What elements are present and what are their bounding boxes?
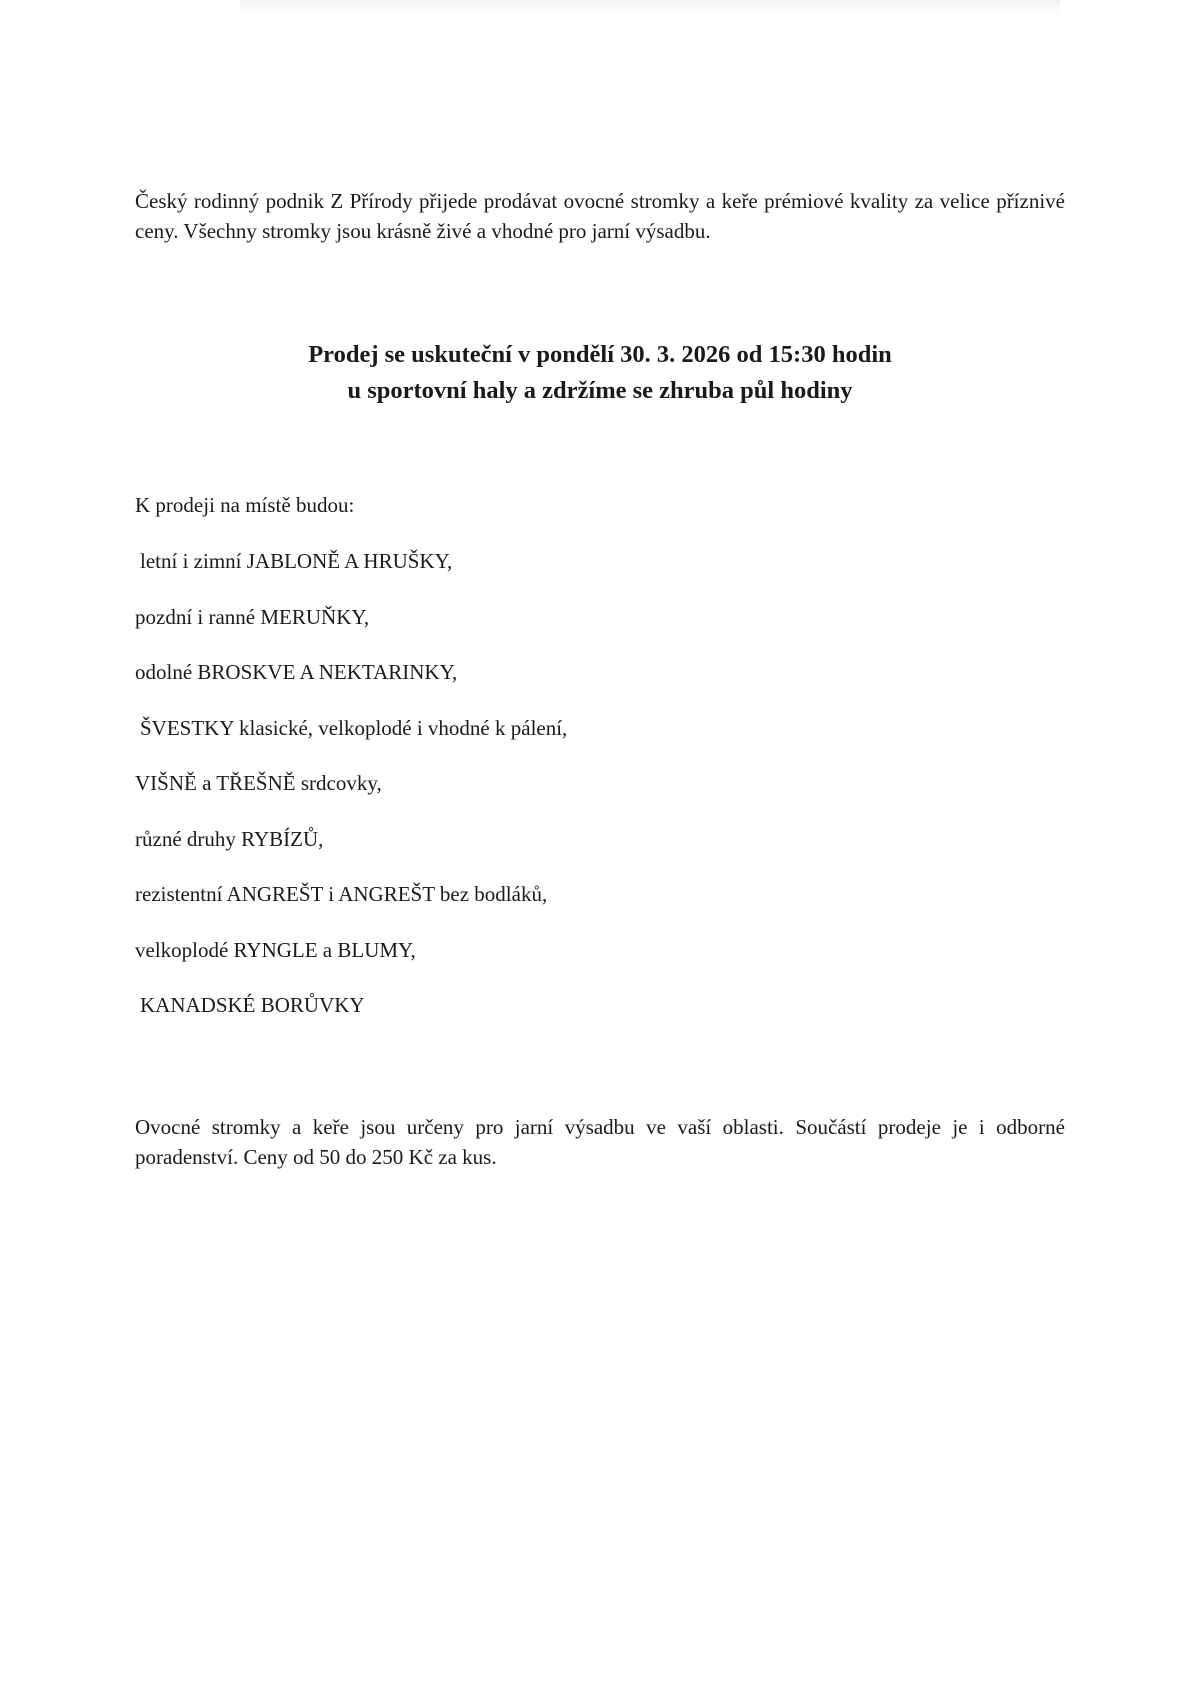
closing-paragraph: Ovocné stromky a keře jsou určeny pro jarní výsadbu ve vaší oblasti. Součástí prodeje je i odborné poradenství. Ceny od 50 do 250 Kč za kus. (135, 1115, 1065, 1169)
list-item: VIŠNĚ a TŘEŠNĚ srdcovky, (135, 771, 382, 795)
intro-paragraph: Český rodinný podnik Z Přírody přijede prodávat ovocné stromky a keře prémiové kvality za velice příznivé ceny. Všechny stromky jsou krásně živé a vhodné pro jarní výsadbu. (135, 189, 1065, 243)
sale-announcement (135, 337, 1065, 409)
list-item: KANADSKÉ BORŮVKY (140, 993, 365, 1017)
scan-artifact (240, 0, 1060, 14)
list-item: odolné BROSKVE A NEKTARINKY, (135, 660, 458, 684)
list-heading: K prodeji na místě budou: (135, 493, 355, 517)
list-item: ŠVESTKY klasické, velkoplodé i vhodné k pálení, (140, 715, 568, 740)
announcement-line-1: Prodej se uskuteční v pondělí 30. 3. 2026 od 15:30 hodin (308, 341, 892, 368)
list-item: velkoplodé RYNGLE a BLUMY, (135, 937, 416, 962)
announcement-line-2: u sportovní haly a zdržíme se zhruba půl hodiny (347, 377, 853, 404)
list-item: rezistentní ANGREŠT i ANGREŠT bez bodláků, (135, 882, 548, 906)
product-list (135, 546, 567, 1046)
list-item: pozdní i ranné MERUŇKY, (135, 604, 370, 629)
list-item: letní i zimní JABLONĚ A HRUŠKY, (140, 549, 453, 573)
list-item: různé druhy RYBÍZŮ, (135, 826, 324, 851)
